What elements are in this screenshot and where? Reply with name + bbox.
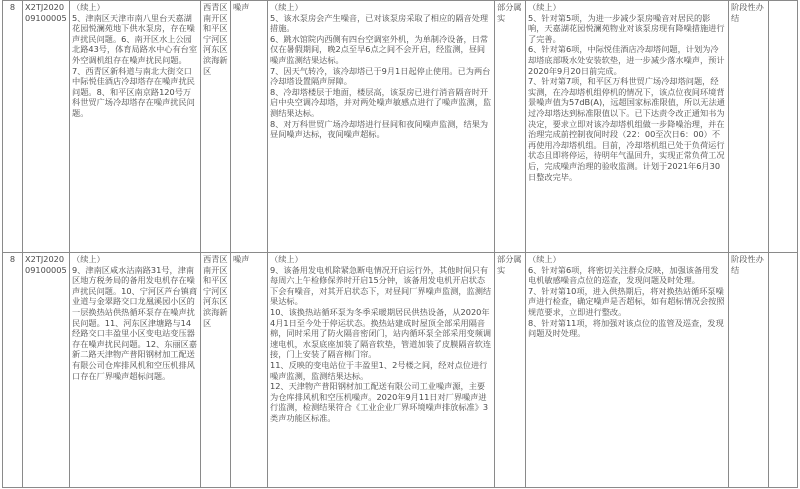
findings-text: （续上） 5、该水泵房会产生噪音，已对该泵房采取了相应的隔音处理措施。 6、跳水馆院内西侧有四台空调室外机，为单制冷设备，日常仅在暑假期间，晚2点至早6点之间不会开启，经监测，昼间噪声监测结果达标。 7、因天气转冷，该冷却塔已于9月1日起停止使用。已为两台冷却塔设置隔声屏障。 8、冷却塔楼层于地面，楼层高，该泵房已进行消音隔音时开启中央空调冷却塔，并对两处噪声敏感点进行了噪声监测，监测结果达标。 8、对万科世贸广场冷却塔进行昼间和夜间噪声监测，结果为昼间噪声达标，夜间噪声超标。 bbox=[270, 2, 492, 140]
row-seq-cell: 8 bbox=[3, 1, 23, 253]
findings-text: （续上） 9、该备用发电机除紧急断电情况开启运行外，其他时间只有每周六上午检修保养时开启15分钟，该备用发电机开启状态下会有噪音，对其开启状态下，对昼间厂界噪声监测，监测结果达标。 10、该换热站循环泵为冬季采暖期居民供热设备，从2020年4月1日至今处于停运状态。换热站建成时屋顶全部采用隔音棉，同时采用了防火隔音密闭门，站内循环泵全部采用变频调速电机，水泵底座加装了隔音软垫，管道加装了皮膜隔音软连接，门上安装了隔音棉门帘。 11、反映的变电站位于丰盈里1、2号楼之间，经对点位进行噪声监测，监测结果达标。 12、天津物产普阳钢材加工配送有限公司工业噪声源，主要为仓库排风机和空压机噪声。2020年9月11日对厂界噪声进行监测，检测结果符合《工业企业厂界环境噪声排放标准》3类声功能区标准。 bbox=[270, 254, 492, 423]
table-row bbox=[3, 1, 798, 253]
status-cell: 阶段性办结 bbox=[729, 253, 769, 488]
verdict-cell: 部分属实 bbox=[495, 253, 526, 488]
findings-cell bbox=[268, 1, 495, 253]
row-seq-cell: 8 bbox=[3, 253, 23, 488]
complaint-text: （续上） 5、津南区天津市南八里台天嘉湖花园悦澜苑地下供水泵房，存在噪声扰民问题。6、南开区水上公园北路43号，体育局路水中心有台室外空调机组存在噪声扰民问题。7、西青区新科道与南北大街交口中际悦佳酒店冷却塔存在噪声扰民问题。8、和平区南京路120号万科世贸广场冷却塔存在噪声扰民问题。 bbox=[72, 2, 198, 118]
complaint-text: （续上） 9、津南区咸水沽南路31号，津南区地方税务局的备用发电机存在噪声扰民问题。10、宁河区芦台镇商业道与金翠路交口龙凰溪园小区的一层换热站供热循环泵存在噪声扰民问题。11、河东区津塘路与14经路交口丰盈里小区变电站变压器存在噪声扰民问题。12、东丽区嘉新二路天津物产普阳钢材加工配送有限公司仓库排风机和空压机排风口存在厂界噪声超标问题。 bbox=[72, 254, 198, 381]
table-row bbox=[3, 253, 798, 488]
measures-text: （续上） 5、针对第5项，为进一步减少泵房噪音对居民的影响，天嘉湖花园悦澜苑物业对该泵房现有降噪措施进行了完善。 6、针对第6项，中际悦佳酒店冷却塔问题，计划为冷却塔底部吸水处安装软垫，进一步减少落水噪声，预计2020年9月20日前完成。 7、针对第7项，和平区万科世贸广场冷却塔问题，经实测，在冷却塔机组停机的情况下，该点位夜间环境背景噪声值为57dB(A)，远超国家标准限值，所以无法通过冷却塔达到标准限值以下。已下达责令改正通知书为决定，要求立即对该冷却塔机组做一步降噪治理，并在治理完成前控制夜间时段（22：00至次日6：00）不再使用冷却塔机组。目前，冷却塔机组已处于负荷运行状态且即将停运，待明年气温回升，实现正常负荷工况后，完成噪声治理的验收监测。计划于2021年6月30日整改完毕。 bbox=[528, 2, 725, 182]
complaint-cell bbox=[70, 253, 201, 488]
district-cell: 西青区南开区和平区宁河区河东区滨海新区 bbox=[201, 1, 231, 253]
status-cell: 阶段性办结 bbox=[729, 1, 769, 253]
findings-cell bbox=[268, 253, 495, 488]
category-cell: 噪声 bbox=[231, 1, 268, 253]
case-code-cell bbox=[23, 253, 70, 488]
inspection-table bbox=[2, 0, 798, 488]
measures-text: （续上） 6、针对第6项，将密切关注群众反映，加强该备用发电机敏感噪音点位的巡查，发现问题及时处理。 7、针对第10项，进入供热期后，将对换热站循环泵噪声进行检查，确定噪声是否超标，如有超标情况会按照规范要求，立即进行整改。 8、针对第11项，将加强对该点位的监管及巡查，发现问题及时处理。 bbox=[528, 254, 725, 339]
case-code: X2TJ2020 09100005 bbox=[25, 254, 67, 275]
empty-cell bbox=[769, 1, 798, 253]
empty-cell bbox=[769, 253, 798, 488]
verdict-cell: 部分属实 bbox=[495, 1, 526, 253]
district-cell: 西青区南开区和平区宁河区河东区滨海新区 bbox=[201, 253, 231, 488]
case-code-cell bbox=[23, 1, 70, 253]
complaint-cell bbox=[70, 1, 201, 253]
category-cell: 噪声 bbox=[231, 253, 268, 488]
measures-cell bbox=[526, 253, 729, 488]
measures-cell bbox=[526, 1, 729, 253]
case-code: X2TJ2020 09100005 bbox=[25, 2, 67, 23]
